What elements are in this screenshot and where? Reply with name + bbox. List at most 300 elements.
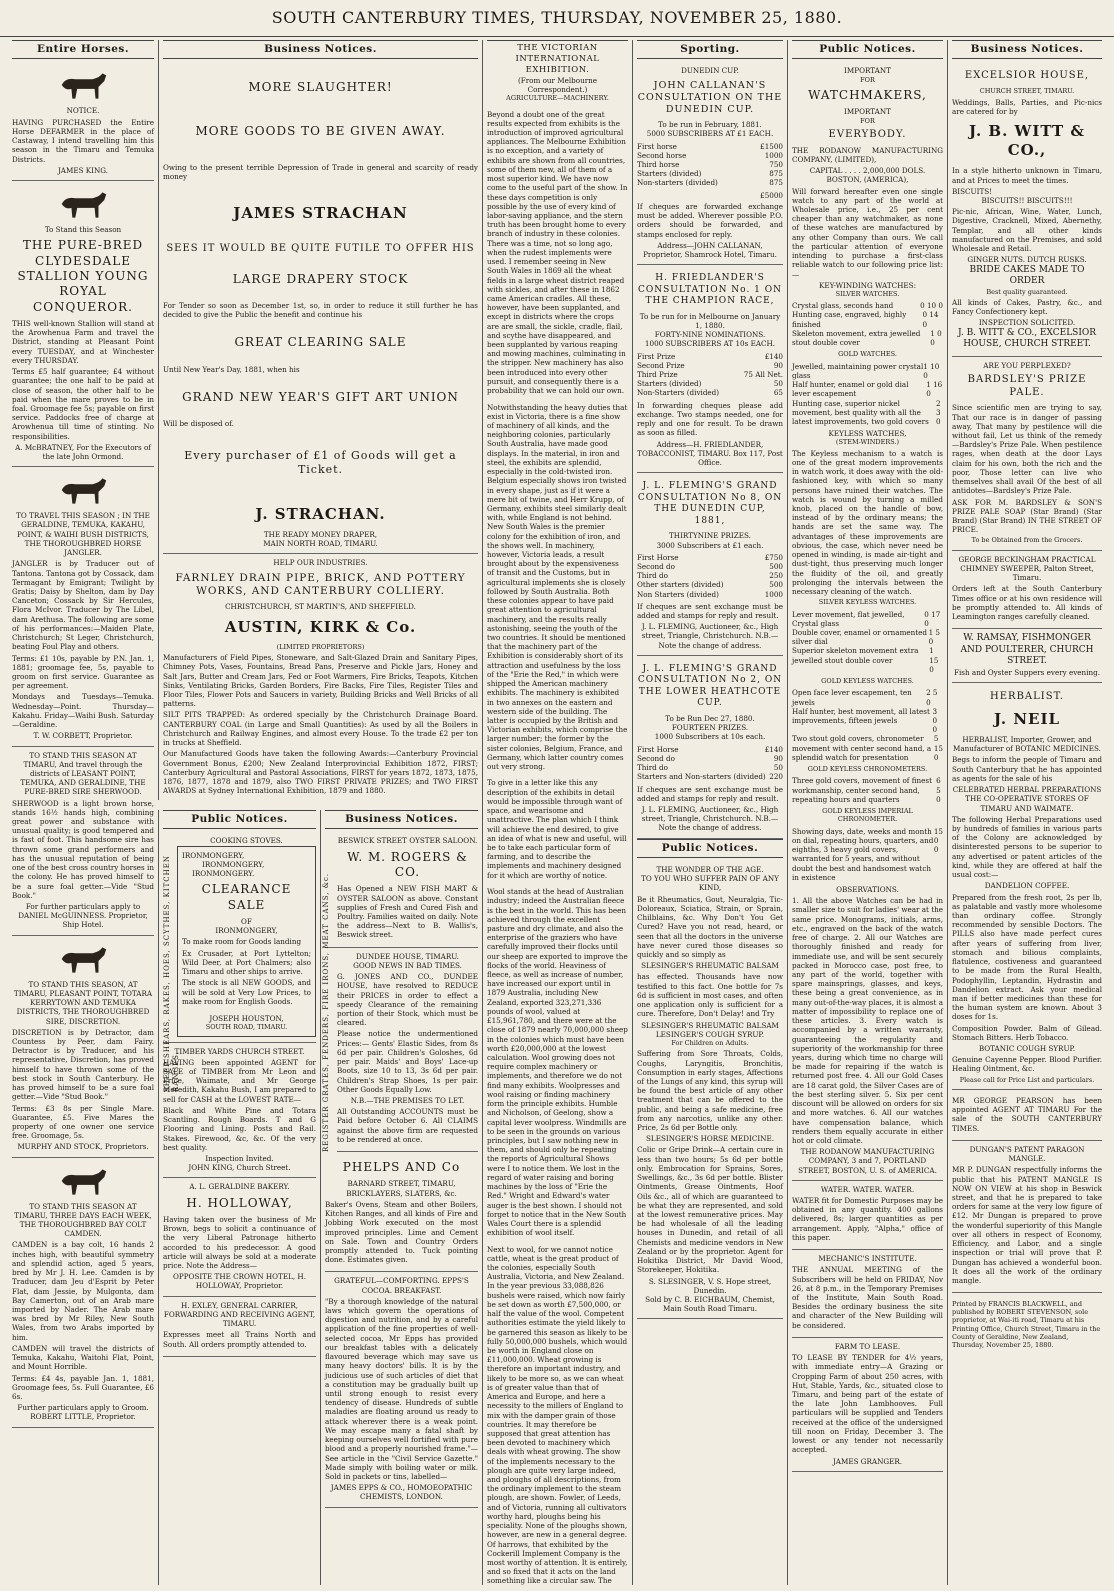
ad-headline	[163, 799, 478, 800]
list-row	[637, 379, 783, 388]
prize-table	[637, 142, 783, 188]
ad-line: IRONMONGERY,	[215, 926, 278, 936]
ad-headline: DANDELION COFFEE.	[984, 881, 1070, 891]
list-row	[637, 142, 783, 151]
row-label: First horse	[637, 141, 677, 151]
ad-body: Be it Rheumatics, Gout, Neuralgia, Tic-Doloreaux, Sciatica, Strain, or Sprain, Chilblains, &c. Why Don't You Get Cured? Have you not read, heard, or seen that all the doctors in the universe have never cured those diseases so quickly and so simply as	[637, 894, 783, 960]
ad-subheading: GOLD KEYLESS WATCHES.	[821, 677, 914, 686]
row-label: Skeleton movement, extra jewelled stout double cover	[792, 328, 921, 348]
price-list	[792, 610, 943, 675]
ad-body: Will be disposed of.	[163, 419, 234, 429]
ad-timber-yards	[163, 1043, 316, 1179]
horse-icon	[54, 69, 112, 103]
ad-herbalist	[952, 683, 1102, 1090]
row-value: 500	[769, 561, 783, 571]
ad-intro: HELP OUR INDUSTRIES.	[273, 558, 368, 568]
ad-body: 1. All the above Watches can be had in smaller size to suit for ladies' wear at the same price. Monograms, initials, arms, etc., engraved on the back of the watch free of charge. 2. All our Watches are thoroughly finished and ready for immediate use, and will be sent securely packed in Morocco case, post free, to any part of the world, together with spare mainsprings, glasses, and keys, these being a great convenience, as in many out-of-the-way places, it is almost a matter of impossibility to replace one of these articles. 3. Every watch is accompanied by a written warranty, guaranteeing the regularity and superiority of the workmanship for three years, during which time no charge will be made for repairing if the watch is returned post free. 4. All our Gold Cases are 18 carat gold, the Silver Cases are of the best sterling silver. 5. Six per cent discount will be allowed on orders for six and more watches. 6. All our watches have compensation balance, which renders them equally accurate in either hot or cold climate.	[792, 896, 943, 1145]
ad-signature: JAMES EPPS & CO., HOMOEOPATHIC CHEMISTS, LONDON.	[330, 1483, 473, 1502]
ad-headline: HERBALIST.	[990, 691, 1064, 703]
ad-body: MR GEORGE PEARSON has been appointed AGENT AT TIMARU For the sale of the SOUTH CANTERBURY TIMES.	[952, 1096, 1102, 1133]
ad-headline: GRAND NEW YEAR'S GIFT ART UNION	[182, 389, 459, 404]
ad-camden	[12, 1158, 154, 1428]
ad-headline: Every purchaser of £1 of Goods will get a Ticket.	[184, 448, 457, 476]
ad-headline: BOTANIC COUGH SYRUP.	[978, 1044, 1076, 1054]
list-row	[792, 362, 943, 380]
ad-name: JAMES STRACHAN	[233, 203, 408, 222]
ad-ramsay	[952, 629, 1102, 683]
row-label: Lever movement, flat jewelled, Crystal glass	[792, 609, 905, 628]
article-byline: (From our Melbourne Correspondent.)	[517, 75, 598, 94]
ad-pearson	[952, 1090, 1102, 1141]
ad-subheading: KEY-WINDING WATCHES:	[818, 280, 917, 290]
row-value: 5 15 0	[933, 734, 943, 762]
ad-subtitle: (LIMITED PROPRIETORS)	[276, 642, 365, 651]
column-public-notices-ironmongery	[158, 810, 320, 1585]
ad-body: Suffering from Sore Throats, Colds, Coughs, Laryngitis, Bronchitis, Consumption in early stages, Affections of the Lungs of any kind, this syrup will be found the best article of any other treatment that can be offered to the public, and being a safe medicine, free from any narcotics, unlike any other. Price, 2s 6d per Bottle only.	[637, 1049, 783, 1133]
ad-name: H. HOLLOWAY,	[186, 1195, 293, 1210]
section-heading: Business Notices.	[325, 810, 478, 829]
ad-signature: J. L. FLEMING, Auctioneer, &c., High street, Triangle, Christchurch. N.B.—Note the change of address.	[641, 804, 779, 833]
ad-line: IMPORTANT	[844, 107, 891, 117]
section-heading: Public Notices.	[637, 839, 783, 858]
row-label: Starters and Non-starters (divided)	[637, 772, 766, 782]
ad-body: The Keyless mechanism to a watch is one of the great modern improvements in watch work, it does away with the old-fashioned key, with which so many persons have ruined their watches. The watch is wound by turning a milled knob, placed on the handle of bow, instead of by the ordinary means; the hands are set the same way. The advantages of these improvements are obvious, the case, which never need be opened in winding, is made air-tight and dust-tight, thus preserving much longer the fluidity of the oil, and greatly prolonging the intervals between the necessary cleaning of the watch.	[792, 448, 943, 596]
ad-body: Manufacturers of Field Pipes, Stoneware, and Salt-Glazed Drain and Sanitary Pipes, Chimney Pots, Vases, Fountains, Bread Pans, Preserve and Pickle Jars, Honey and Salt Jars, Butter and Cream Jars, Fed or Foot Warmers, Fire Bricks, Teapots, Kitchen Sinks, Ventilating Bricks, Garden Borders, Fire Backs, Fire Tiles, Register Tiles and Floor Tiles, Flower Pots and Saucers in variety, Building Bricks and Well Bricks of all patterns.	[163, 653, 478, 709]
section-heading: Public Notices.	[163, 810, 316, 829]
row-label: First Horse	[637, 552, 679, 562]
list-row	[792, 646, 943, 674]
ad-dungan	[952, 1141, 1102, 1293]
ad-body: If cheques are sent exchange must be added and stamps for reply and result.	[637, 601, 783, 621]
ad-body: Begs to inform the people of Timaru and South Canterbury that he has appointed as agents for the sale of his	[952, 755, 1102, 783]
row-value: 0 17 0	[924, 609, 941, 628]
ad-address: CHURCH STREET, TIMARU.	[979, 87, 1075, 96]
ad-name: J. NEIL	[993, 709, 1061, 728]
ad-defarmer	[12, 62, 154, 181]
article-paragraph: Wool stands at the head of Australian industry; indeed the Australian fleece is the best in the world. This has been achieved through the excellent pasture and dry climate, and also the enterprise of the graziers who have carefully improved their flocks until our sheep are exported to improve the flocks of the world. Heaviness of fleece, as well as increase of number, have increased our export until in 1879 Australia, including New Zealand, exported 323,271,336 pounds of wool, valued at £15,961,780, and there were at the close of 1879 nearly 70,000,000 sheep in the colonies which must have been worth £20,000,000 at the lowest calculation. Wool growing does not require complex machinery or implements, and therefore we do not find many exhibits. Woolpresses and wool raising or finding machinery form the principle exhibits. Humble and Nicholson, of Geelong, show a capital lever woolpress. Windmills are to be seen in the grounds on various principles, but I saw nothing new in them, and should only be repeating the reports of Agricultural Shows were I to notice them. We lost in the regard of water raising and boring machines by the loss of "Erie the Red." Wright and Edward's water auger is the best shown. I should not forget to notice that in the New South Wales Court there is a splendid exhibition of wool itself.	[487, 887, 628, 1238]
list-row	[637, 562, 783, 571]
ad-subheading: SILVER WATCHES.	[835, 289, 900, 298]
row-label: Crystal glass, seconds hand	[792, 301, 894, 311]
ad-terms: Terms: £4 4s, payable Jan. 1, 1881, Groomage fees, 5s. Full Guarantee, £6 6s.	[12, 1373, 154, 1401]
ad-subheading: (STEM-WINDERS.)	[835, 438, 900, 447]
ad-body: Our Manufactured Goods have taken the following Awards:—Canterbury Provincial Government Bonus, £200; New Zealand Interprovincial Exhibition 1872, FIRST; Canterbury Agricultural and Pastoral Associations, FIRST for years 1872, 1873, 1875, 1876, 1877, 1878 and 1879, also TWO FIRST PRIVATE PRIZES; and TWO FIRST AWARDS at Sydney International Exhibition, 1879 and 1880.	[163, 749, 478, 796]
ad-headline: MORE GOODS TO BE GIVEN AWAY.	[195, 123, 446, 138]
section-heading: Public Notices.	[792, 40, 943, 59]
ad-body: CAMDEN is a bay colt, 16 hands 2 inches high, with beautiful symmetry and splendid action, aged 5 years, bred by Mr J. H. Lee. Camden is by Traducer, dam Jeu d'Esprit by Peter Flat, dam Jessie, by Mulgonta, dam Bay Camerton, out of an Arab mare imported by Nader. The Arab mare was bred by Mr Riley, New South Wales, from two Arabs imported by him.	[12, 1240, 154, 1342]
ad-headline: SLESINGER'S RHEUMATIC BALSAM	[641, 1020, 779, 1030]
section-heading: Business Notices.	[952, 40, 1102, 59]
column-entire-horses	[8, 40, 158, 1585]
ad-body: Owing to the present terrible Depression of Trade in general and scarcity of ready money	[163, 163, 478, 182]
price-value: 6 5 0	[936, 776, 941, 804]
ad-body: Black and White Pine and Totara Scantling. Rough Boards. T and G Flooring and Lining. Posts and Rail. Stakes. Firewood, &c, &c. Of the very best quality.	[163, 1105, 316, 1152]
list-row	[637, 178, 783, 187]
article-title: THE VICTORIAN INTERNATIONAL EXHIBITION.	[487, 40, 628, 76]
ad-discretion	[12, 936, 154, 1158]
ad-line: 1000 Subscribers at 10s each.	[654, 732, 766, 742]
list-row	[792, 301, 943, 310]
ad-excelsior-house	[952, 62, 1102, 356]
ad-body: G. JONES AND CO., DUNDEE HOUSE, have resolved to REDUCE their PRICES in order to effect a speedy Clearance of the remaining portion of their Stock, which must be cleared.	[337, 972, 478, 1028]
ad-signature: THE RODANOW MANUFACTURING COMPANY, 3 and 7, PORTLAND STREET, BOSTON, U. S. of AMERICA.	[798, 1147, 937, 1175]
ad-callanan	[637, 62, 783, 265]
ad-body: Ex Crusader, at Port Lyttelton; Wild Deer, at Port Chalmers; also Timaru and other ships to arrive.	[182, 948, 311, 977]
ad-headline: A. L. GERALDINE BAKERY.	[189, 1182, 290, 1192]
ad-body: ASK FOR M. BARDSLEY & SON'S PRIZE PALE SOAP (Star Brand) (Star Brand) (Star Brand) IN THE STREET OF PRICE.	[952, 497, 1102, 535]
ad-headline: GOOD NEWS IN BAD TIMES.	[353, 960, 462, 970]
ad-headline: BRIDE CAKES MADE TO ORDER	[969, 264, 1085, 287]
row-label: Superior skeleton movement extra jewelled stout double cover	[792, 646, 919, 665]
ad-headline: ARE YOU PERPLEXED?	[983, 360, 1071, 370]
column-business-notices-strachan	[158, 40, 482, 800]
ad-line: FORTY-NINE NOMINATIONS.	[654, 330, 766, 340]
ad-body: DISCRETION is by Detractor, dam Countess by Peer, dam Fairy. Detractor is by Traducer, and his representative, Discretion, has proved himself to have thrown some of the best stock in South Canterbury. He has proved himself to be a sure foal getter.—Vide "Stud Book."	[12, 1027, 154, 1102]
ad-title: TO TRAVEL THIS SEASON ; IN THE GERALDINE, TEMUKA, KAKAHU, POINT, & WAIHI BUSH DISTRICTS, THE THOROUGHBRED HORSE JANGLER.	[16, 511, 150, 558]
ad-body: All Outstanding ACCOUNTS must be Paid before October 6. All CLAIMS against the above firm are requested to be rendered at once.	[337, 1107, 478, 1144]
row-label: Hunting case, engraved, highly finished	[792, 310, 907, 329]
ad-line: Inspection Invited.	[205, 1153, 274, 1163]
list-row	[637, 553, 783, 562]
ad-line: Fish and Oyster Suppers every evening.	[954, 667, 1100, 677]
row-value: 2 3 0	[936, 398, 941, 426]
column-public-notices-watches	[787, 40, 947, 1585]
ad-headline: MORE SLAUGHTER!	[248, 80, 393, 95]
ad-line: IRONMONGERY,	[202, 859, 265, 869]
ad-signature: S. SLESINGER, V. S. Hope street, Dunedin.	[648, 1276, 772, 1295]
ad-headline: DUNGAN'S PATENT PARAGON MANGLE.	[969, 1144, 1085, 1164]
list-row	[637, 160, 783, 169]
row-value: 50	[773, 763, 783, 773]
ad-body: Orders left at the South Canterbury Times office or at his own residence will be promptly attended to. All kinds of Leamington ranges carefully cleaned.	[952, 584, 1102, 622]
row-value: 750	[769, 160, 783, 169]
ad-intro: To Stand this Season	[44, 224, 122, 234]
ad-line: FOR	[860, 116, 875, 125]
row-label: Second do	[637, 753, 675, 763]
price-value: 15 0 0	[933, 826, 943, 855]
ad-signature: For further particulars apply to DANIEL McGUINNESS. Proprietor, Ship Hotel.	[18, 902, 148, 930]
price-list	[792, 688, 943, 762]
row-label: Second do	[637, 561, 675, 571]
ad-line: FOURTEEN PRIZES.	[671, 723, 749, 733]
row-label: Second horse	[637, 150, 687, 160]
ad-address: BARNARD STREET, TIMARU, BRICKLAYERS, SLATERS, &c.	[346, 1179, 457, 1198]
ad-signature: JOHN KING, Church Street.	[188, 1163, 291, 1173]
list-row	[637, 745, 783, 754]
ad-line: To be run in February, 1881.	[658, 120, 762, 130]
ad-body: THE RODANOW MANUFACTURING COMPANY, (LIMITED),	[792, 145, 943, 164]
ad-body: MR P. DUNGAN respectfully informs the public that his PATENT MANGLE IS NOW ON VIEW at his shop in Beswick street, and that he is prepared to take orders for same at the very low figure of £12. Mr Dungan is prepared to prove the wonderful superiority of this Mangle over all others in respect of Economy, Efficiency, and Labor, and a single inspection or trial will prove that P. Dungan has achieved a wonderful boon. It does all the work of the ordinary mangle.	[952, 1165, 1102, 1285]
ad-days: CAMDEN will travel the districts of Temuka, Kakahu, Waitohi Flat, Point, and Mount Horrible.	[12, 1343, 154, 1372]
row-value: 3 0 0	[932, 706, 938, 735]
row-value: 220	[769, 772, 783, 782]
ad-body: The following Herbal Preparations used by hundreds of families in various parts of the Colony are acknowledged by disinterested persons to be superior to any advertised or patent articles of the kind, while they are offered at half the usual cost:—	[952, 814, 1102, 880]
ad-headline: THE WONDER OF THE AGE.	[656, 865, 764, 875]
row-value: 90	[773, 753, 783, 763]
ad-title: TO STAND THIS SEASON, AT TIMARU, PLEASANT POINT, TOTARA KERRYTOWN AND TEMUKA DISTRICTS, THE THOROUGHBRED SIRE, DISCRETION.	[13, 979, 153, 1026]
row-value: 875	[769, 178, 783, 188]
ad-jangler	[12, 467, 154, 746]
ad-body: THE ANNUAL MEETING of the Subscribers will be held on FRIDAY, Nov 26, at 8 p.m., in the Temporary Premises of the Institute, Main South Road. Besides the ordinary business the site and character of the New Building will be considered.	[792, 1265, 943, 1330]
ad-body: Until New Year's Day, 1881, when his	[163, 364, 300, 374]
ad-line: INSPECTION SOLICITED.	[978, 318, 1076, 328]
ad-headline: LESINGER'S COUGH SYRUP.	[655, 1029, 765, 1039]
list-row	[637, 772, 783, 781]
ad-signature: Address—H. FRIEDLANDER, TOBACCONIST, TIMARU. Box 117, Post Office.	[637, 439, 783, 468]
row-label: Non Starters (divided)	[637, 589, 719, 599]
row-value: 1 0 0	[930, 328, 942, 348]
ad-line: 3000 Subscribers at £1 each.	[656, 540, 764, 550]
ad-signature: JAMES GRANGER.	[832, 1456, 903, 1466]
row-label: First Horse	[637, 744, 679, 754]
row-value: 1000	[764, 150, 783, 160]
row-value: 1 16 0	[926, 380, 943, 399]
article-paragraph: Beyond a doubt one of the great results expected from exhibits is the introduction of improved agricultural appliances. The Melbourne Exhibition is no exception, and a variety of exhibits are shown from all countries, some of them new, all of them of a most superior kind. We have now come to the useful part of the show. In these days competition is only possible by the use of every kind of labor-saving appliance, and the stern truth has been brought home to every branch of industry in these colonies. There was a time, not so long ago, when the rudest implements were used. I remember seeing in New South Wales in 1869 all the wheat fields in a large wheat district reaped with sickles, and after these in 1862 came American cradles. All these, however, have been supplanted, and except in districts where the crops are are small, the sickle, cradle, flail, and scythe have disappeared, and been supplanted by various reaping and mowing machines, culminating in the stripper. New machinery has also been introduced into every other pursuit, and consequently there is a probability that we can hold our own.	[487, 109, 628, 396]
row-value: 1 10 0	[923, 361, 940, 380]
row-value: 50	[773, 379, 783, 389]
ad-name: PHELPS AND Co	[342, 1160, 461, 1175]
ad-address: MAIN NORTH ROAD, TIMARU.	[263, 539, 378, 549]
column-sporting	[632, 40, 787, 1585]
ad-body: All kinds of Cakes, Pastry, &c., and Fancy Confectionery kept.	[952, 297, 1102, 317]
ad-line: CAPITAL . . . . 2,000,000 DOLS.	[809, 166, 926, 176]
prize-total: £5000	[760, 190, 783, 200]
row-value: 0 14 0	[922, 310, 939, 329]
ad-terms: Terms: £3 8s per Single Mare. Guarantee, £5. Five Mares the property of one owner one service free. Groomage, 5s.	[12, 1103, 154, 1141]
row-label: Third do	[637, 571, 668, 581]
ad-line: BOSTON, (AMERICA),	[826, 175, 909, 185]
list-row	[637, 580, 783, 589]
ad-body: JANGLER is by Traducer out of Tantona. Tantona got by Cossack, dam Termagant by Emigrant; Twilight by Gratis; Daisy by Shelton, dam by Day Canceton; Cossack by Sir Hercules, Flora McIvor. Traducer by The Libel, dam Arethusa. The following are some of his performances:—Maiden Plate, Christchurch; St Leger, Christchurch, beating Foul Play and others.	[12, 559, 154, 652]
ad-line: Please call for Price List and particulars.	[959, 1075, 1095, 1084]
ad-headline: MECHANIC'S INSTITUTE.	[818, 1254, 917, 1264]
ad-box	[177, 846, 316, 1037]
ad-body: To make room for Goods landing	[182, 937, 302, 947]
list-row	[792, 688, 943, 706]
vertical-banner-text: REGISTER GRATES, FENDERS, FIRE IRONS, MEAT CANS, &c.	[322, 873, 330, 1153]
ad-signature: MURPHY AND STOCK, Proprietors.	[17, 1142, 149, 1152]
notice-label: NOTICE.	[66, 106, 100, 116]
ad-body: Having taken over the business of Mr Brown, begs to solicit a continuance of the very Liberal Patronage hitherto accorded to his predecessor. A good article will always be sold at a moderate price. Note the Address—	[163, 1214, 316, 1271]
horse-icon	[54, 474, 112, 508]
ad-body: SHERWOOD is a light brown horse, stands 16½ hands high, combining great power and substance with unusual quality; is good tempered and is fast of foot. This handsome sire has thrown some grand performers and has the unusual reputation of being one of the best cross country horses in the colony. He has proved himself to be a sure foal getter.—Vide "Stud Book."	[12, 798, 154, 900]
ad-headline: H. EXLEY, GENERAL CARRIER, FORWARDING AND RECEIVING AGENT, TIMARU.	[163, 1300, 316, 1329]
ad-rodanow	[792, 62, 943, 1180]
column-business-notices-lower	[320, 810, 482, 1585]
ad-subheading: KEYLESS WATCHES,	[828, 429, 907, 439]
ad-subtitle: HERBALIST, Importer, Grower, and Manufacturer of BOTANIC MEDICINES.	[953, 735, 1101, 754]
price-label: Three gold covers, movement of finest workmanship, center second hand, repeating hours and quarters	[792, 776, 932, 804]
ad-name: W. RAMSAY, FISHMONGER AND POULTERER, CHURCH STREET.	[960, 633, 1094, 667]
ad-name: JOSEPH HOUSTON,	[209, 1014, 284, 1023]
ad-headline: THE CO-OPERATIVE STORES OF TIMARU AND WAIMATE.	[965, 794, 1089, 813]
row-value: 65	[773, 388, 783, 398]
list-row	[637, 361, 783, 370]
ad-slesinger	[637, 861, 783, 1319]
ad-fleming-1	[637, 473, 783, 656]
row-label: Double cover, enamel or ornamented silver dial	[792, 627, 928, 647]
ad-body: In forwarding cheques please add exchange. Two stamps needed, one for reply and one for result. To be drawn as soon as filled.	[637, 400, 783, 438]
list-row	[792, 399, 943, 427]
ad-line: IRONMONGERY.	[192, 869, 255, 879]
ad-body: Composition Powder. Balm of Gilead. Stomach Bitters. Herb Tobacco.	[952, 1023, 1102, 1042]
row-value: 1000	[764, 589, 783, 599]
list-row	[637, 370, 783, 379]
row-value: £1500	[760, 141, 783, 151]
ad-bardsley	[952, 357, 1102, 551]
ad-body: In a style hitherto unknown in Timaru, and at Prices to meet the times.	[952, 166, 1102, 185]
ad-subheading: SILVER KEYLESS WATCHES.	[818, 598, 917, 607]
article-paragraph: Notwithstanding the heavy duties that exist in Victoria, there is a fine show of machinery of all kinds, and the neighboring colonies, particularly South Australia, have made good displays. In the material, in iron and steel, the exhibits are splendid, especially in the cold-twisted iron. Belgium especially shows iron twisted in every shape, just as if it were a mere bit of twine, and Herr Krupp, of Germany, exhibits steel similarly dealt with, while England is not behind. New South Wales is the premier colony for the exhibition of iron, and the shows well. In machinery, however, Victoria leads, a result brought about by the expensiveness of transit and the Customs, but in agricultural implements she is closely followed by South Australia. Both these colonies appear to have paid great attention to agricultural machinery, and the results really astonishing, seeing the youth of the two countries. It should be mentioned that the machinery part of the Exhibition is considerably short of its attraction and usefulness by the loss of the "Erie the Red," in which were shipped the American machinery exhibits. The machinery is exhibited in two annexes on the eastern and western side of the building. The latter is occupied by the British and Victorian exhibits, which comprise the larger number; the former by the sister colonies, Belgium, France, and Germany, which latter country comes out very strong.	[487, 402, 628, 772]
vertical-banner-text: SHEEP SHEARS, RAKES, HOES, SCYTHES, KITCHEN RANGES,	[163, 855, 180, 1093]
ad-exley	[163, 1297, 316, 1357]
ad-line: To be run for in Melbourne on January 1, 1880.	[639, 311, 781, 330]
ad-name: W. M. ROGERS & CO.	[347, 849, 468, 880]
ad-holloway	[163, 1178, 316, 1296]
ad-headline: EVERYBODY.	[828, 128, 907, 140]
ad-headline: TIMBER YARDS CHURCH STREET.	[174, 1046, 305, 1056]
ad-friedlander	[637, 265, 783, 473]
ad-headline: CELEBRATED HERBAL PREPARATIONS	[952, 785, 1102, 795]
ad-subheading: GOLD WATCHES.	[838, 350, 897, 359]
ad-line: N.B.—THE PREMISES TO LET.	[350, 1095, 465, 1105]
list-row	[637, 571, 783, 580]
page-header: SOUTH CANTERBURY TIMES, THURSDAY, NOVEMBER 25, 1880.	[0, 0, 1114, 37]
row-value: 2 5 0	[926, 688, 938, 707]
ad-line: 1000 SUBSCRIBERS AT 10s EACH.	[644, 339, 776, 349]
list-row	[792, 707, 943, 735]
row-label: Third do	[637, 763, 668, 773]
ad-subheading: GOLD KEYLESS IMPERIAL CHRONOMETER.	[822, 807, 913, 824]
prize-table	[637, 352, 783, 398]
page-columns	[8, 40, 1106, 1585]
ad-line: To be Obtained from the Grocers.	[971, 536, 1083, 545]
ad-subtitle: THE READY MONEY DRAPER,	[263, 529, 378, 539]
ad-subheading: GOLD KEYLESS CHRONOMETERS.	[807, 765, 928, 774]
ad-title: TO STAND THIS SEASON AT TIMARU, And travel through the districts of LEASANT POINT, TEMUKA, AND GERALDINE, THE PURE-BRED SIRE SHERWOOD.	[20, 750, 146, 797]
horse-icon	[54, 943, 112, 977]
list-row	[637, 754, 783, 763]
ad-body: Expresses meet all Trains North and South. All orders promptly attended to.	[163, 1330, 316, 1349]
ad-signature: T. W. CORBETT, Proprietor.	[33, 731, 133, 741]
list-row	[792, 734, 943, 762]
price-list	[792, 362, 943, 427]
ad-signature: Sold by C. B. EICHBAUM, Chemist, Main South Road Timaru.	[645, 1294, 775, 1314]
ad-body: SEES IT WOULD BE QUITE FUTILE TO OFFER HIS	[166, 242, 475, 254]
row-value: 90	[773, 360, 783, 370]
ad-headline: DUNEDIN CUP.	[681, 66, 739, 76]
list-row	[637, 151, 783, 160]
row-label: Hunting case, superior nickel movement, best quality with all the latest improvements, two gold covers	[792, 398, 929, 426]
ad-subtitle: For Children on Adults.	[671, 1038, 749, 1047]
row-label: First Prize	[637, 351, 676, 361]
horse-icon	[54, 188, 112, 222]
ad-line: To be Run Dec 27, 1880.	[665, 713, 755, 723]
ad-title: THE PURE-BRED CLYDESDALE STALLION YOUNG ROYAL CONQUEROR.	[17, 238, 149, 314]
ad-line: OF	[241, 917, 252, 927]
ad-terms: Terms £5 half guarantee; £4 without guarantee; the one half to be paid at close of season, the other half to be paid when the mare proves to be in foal. Groomage fee 5s; payable on first service. Paddocks free of charge at Arowhenua till time of stinting. No responsibilities.	[12, 367, 154, 441]
ad-body: WATER fit for Domestic Purposes may be obtained in any quantity. 400 gallons delivered, 8s; larger quantities as per arrangement. Apply, "Alpha," office of this paper.	[792, 1196, 943, 1242]
ad-headline: GINGER NUTS. DUTCH RUSKS.	[967, 255, 1087, 265]
ad-headline: TO YOU WHO SUFFER PAIN OF ANY KIND,	[641, 874, 779, 893]
price-list	[792, 301, 943, 347]
article-paragraph: To give in a letter like this any description of the exhibits in detail would be impossible through want of space, and wearisome and unattractive. The plan which I think will achieve the end desired, to give an idea of what is new and useful, will be to take each particular form of farming, and to describe the implements and machinery designed for it which are worthy of notice.	[487, 778, 627, 880]
prize-table	[637, 553, 783, 599]
row-value: £750	[764, 552, 783, 562]
ad-beckingham	[952, 551, 1102, 630]
horse-icon	[54, 1165, 112, 1199]
ad-signature: A. McBRATNEY, For the Executors of the late John Ormond.	[15, 442, 151, 462]
ad-body: TO LEASE BY TENDER for 4½ years, with immediate entry—A Grazing or Cropping Farm of about 250 acres, with Hut, Stable, Yards, &c., situated close to Timaru, and being part of the estate of the late John Lambhooves. Full particulars will be supplied and Tenders received at the office of the undersigned till noon on Friday, December 3. The lowest or any tender not necessarily accepted.	[792, 1353, 943, 1455]
ad-body: HAVING been appointed AGENT for SALE of TIMBER from Mr Leon and Price, Waimate, and Mr George Meredith, Kakahu Bush, I am prepared to sell for CASH at the LOWEST RATE—	[163, 1057, 316, 1104]
row-label: Starters (divided)	[637, 169, 702, 179]
ad-headline: WATER. WATER. WATER.	[820, 1184, 915, 1194]
row-label: Non-starters (divided)	[637, 178, 718, 188]
ad-body: Pic-nic, African, Wine, Water, Lunch, Digestive, Cracknell, Mixed, Abernethy, Templar, and all other kinds manufactured on the Premises, and sold Wholesale and Retail.	[952, 207, 1102, 254]
ad-signature: Further particulars apply to Groom. ROBERT LITTLE, Proprietor.	[17, 1403, 149, 1422]
row-label: Non-Starters (divided)	[637, 388, 720, 398]
ad-address: OPPOSITE THE CROWN HOTEL, H. HOLLOWAY, Proprietor.	[172, 1272, 306, 1291]
list-row	[792, 310, 943, 328]
price-label: Showing days, date, weeks and month on dial, repeating hours, quarters, and eighths, 3 heavy gold covers, warranted for 5 years, and without doubt the best and handsomest watch in existence	[792, 826, 934, 882]
list-row	[637, 590, 783, 599]
ad-name: JOHN CALLANAN'S CONSULTATION ON THE DUNEDIN CUP.	[637, 79, 783, 115]
ad-headline: BISCUITS!	[952, 186, 993, 196]
ad-headline: BISCUITS!! BISCUITS!!!	[981, 196, 1073, 206]
ad-title: TO STAND THIS SEASON AT TIMARU, THREE DAYS EACH WEEK, THE THOROUGHBRED BAY COLT CAMDEN.	[14, 1201, 152, 1239]
ad-name: BARDSLEY'S PRIZE PALE.	[967, 373, 1087, 398]
ad-body: Since scientific men are trying to say, That our race is in danger of passing away, That many by pestilence will die without fail, Let us think of the remedy—Bardsley's Prize Pale. When pestilence rages, when death at the door Lays claim for his own, both the rich and the poor, Those letter can live who themselves shall avail Of the best of all antidotes—Bardsley's Prize Pale.	[952, 403, 1102, 496]
ad-body: Colic or Gripe Drink—A certain cure in less than two hours; 5s 6d per bottle only. Embrocation for Sprains, Sores, Swellings, &c., 3s 6d per bottle. Blister Ointments, Grease Ointments, Hoof Oils &c., all of which are guaranteed to be what they are represented, and sold at the lowest remunerative prices. May be had wholesale of all the leading houses in Dunedin, and retail of all Chemists and medicine vendors in New Zealand or by the proprietor. Agent for Hokitika District, Mr David Wood, Storekeeper, Hokitika.	[637, 1145, 783, 1275]
ad-name: H. FRIEDLANDER'S CONSULTATION No. 1 ON THE CHAMPION RACE,	[637, 273, 783, 307]
list-row	[792, 329, 943, 347]
ad-headline: SLESINGER'S RHEUMATIC BALSAM	[641, 961, 779, 971]
ad-body: Weddings, Balls, Parties, and Pic-nics are catered for by	[952, 97, 1102, 116]
row-value: 875	[769, 169, 783, 179]
ad-headline: CLEARANCE SALE	[201, 882, 292, 912]
ad-body: If cheques are forwarded exchange must be added. Wherever possible P.O. orders should be forwarded, and stamps enclosed for reply.	[637, 201, 783, 239]
ad-body: has effected. Thousands have now testified to this fact. One bottle for 7s 6d is sufficient in most cases, and often one application only is sufficient for a cure. Therefore, Don't Delay! and Try	[637, 972, 783, 1019]
ad-line: IRONMONGERY,	[182, 850, 245, 860]
ad-body: If cheques are sent exchange must be added and stamps for reply and result.	[637, 784, 783, 803]
ad-headline: FARM TO LEASE.	[834, 1341, 901, 1351]
row-label: Third horse	[637, 160, 680, 169]
ad-water	[792, 1181, 943, 1250]
list-row	[637, 763, 783, 772]
ad-headline: EXCELSIOR HOUSE,	[964, 70, 1090, 82]
row-label: Other starters (divided)	[637, 580, 724, 590]
ad-line: IMPORTANT	[844, 66, 891, 76]
ad-headline: FARNLEY DRAIN PIPE, BRICK, AND POTTERY WORKS, AND CANTERBURY COLLIERY.	[175, 571, 466, 597]
ad-headline: WATCHMAKERS,	[808, 87, 927, 102]
ad-headline: COOKING STOVES.	[210, 836, 283, 846]
list-row	[792, 628, 943, 646]
ad-line: 5000 SUBSCRIBERS AT £1 EACH.	[646, 129, 774, 139]
ad-mechanics-institute	[792, 1250, 943, 1338]
ad-farm-to-lease	[792, 1338, 943, 1472]
ad-signature: Address—JOHN CALLANAN, Proprietor, Shamrock Hotel, Timaru.	[643, 240, 777, 259]
ad-name: J. L. FLEMING'S GRAND CONSULTATION No 2, ON THE LOWER HEATHCOTE CUP.	[637, 663, 783, 709]
row-label: Jewelled, maintaining power crystal glass	[792, 361, 924, 380]
row-label: Starters (divided)	[637, 379, 702, 389]
ad-headline: GRATEFUL—COMFORTING. EPPS'S COCOA. BREAKFAST.	[334, 1276, 469, 1295]
ad-headline: LARGE DRAPERY STOCK	[232, 271, 409, 286]
column-exhibition-article	[482, 40, 632, 1585]
row-label: Open face lever escapement, ten jewels	[792, 688, 912, 707]
ad-headline: BESWICK STREET OYSTER SALOON.	[337, 836, 478, 846]
list-row	[792, 610, 943, 628]
row-label: Second Prize	[637, 360, 685, 370]
